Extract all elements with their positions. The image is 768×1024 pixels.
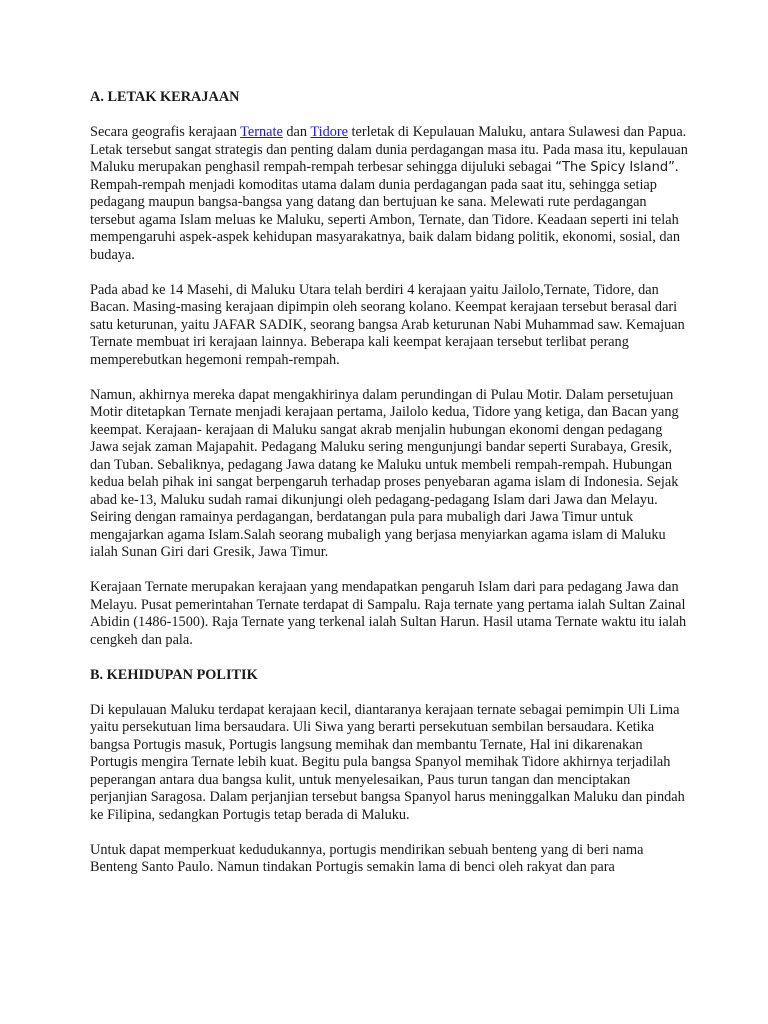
section-a-paragraph-1 [90,124,688,264]
section-a-heading: A. LETAK KERAJAAN [90,89,240,105]
section-a-paragraph-4: Kerajaan Ternate merupakan kerajaan yang mendapatkan pengaruh Islam dari para pedagang Jawa dan Melayu. Pusat pemerintahan Ternate terdapat di Sampalu. Raja ternate yang pertama ialah Sultan Zainal Abidin (1486-1500). Raja Ternate yang terkenal ialah Sultan Harun. Hasil utama Ternate waktu itu ialah cengkeh dan pala. [90,579,687,648]
section-b-paragraph-1: Di kepulauan Maluku terdapat kerajaan kecil, diantaranya kerajaan ternate sebagai pemimpin Uli Lima yaitu persekutuan lima bersaudara. Uli Siwa yang berarti persekutuan sembilan bersaudara. Ketika bangsa Portugis masuk, Portugis langsung memihak dan membantu Ternate, Hal ini dikarenakan Portugis mengira Ternate lebih kuat. Begitu pula bangsa Spanyol memihak Tidore akhirnya terjadilah peperangan antara dua bangsa kulit, untuk menyelesaikan, Paus turun tangan dan menciptakan perjanjian Saragosa. Dalam perjanjian tersebut bangsa Spanyol harus meninggalkan Maluku dan pindah ke Filipina, sedangkan Portugis tetap berada di Maluku. [90,701,685,823]
text-segment: terletak di Kepulauan Maluku, antara Sulawesi dan Papua. Letak tersebut sangat strategis dan penting dalam dunia perdagangan masa itu. Pada masa itu, kepulauan Maluku merupakan penghasil rempah-rempah terbesar sehingga dijuluki sebagai [90,124,688,175]
spicy-island-quote: “The Spicy Island” [555,160,675,175]
section-a-paragraph-2: Pada abad ke 14 Masehi, di Maluku Utara telah berdiri 4 kerajaan yaitu Jailolo,Ternate, Tidore, dan Bacan. Masing-masing kerajaan dipimpin oleh seorang kolano. Keempat kerajaan tersebut berasal dari satu keturunan, yaitu JAFAR SADIK, seorang bangsa Arab keturunan Nabi Muhammad saw. Kemajuan Ternate membuat iri kerajaan lainnya. Beberapa kali keempat kerajaan tersebut terlibat perang memperebutkan hegemoni rempah-rempah. [90,281,685,368]
section-b-paragraph-2: Untuk dapat memperkuat kedudukannya, portugis mendirikan sebuah benteng yang di beri nama Benteng Santo Paulo. Namun tindakan Portugis semakin lama di benci oleh rakyat dan para [90,841,644,875]
ternate-link[interactable]: Ternate [240,124,283,140]
tidore-link[interactable]: Tidore [310,124,348,140]
text-segment: Secara geografis kerajaan [90,124,241,140]
text-segment: . Rempah-rempah menjadi komoditas utama dalam dunia perdagangan pada saat itu, sehingga setiap pedagang maupun bangsa-bangsa yang datang dan bertujuan ke sana. Melewati rute perdagangan tersebut agama Islam meluas ke Maluku, seperti Ambon, Ternate, dan Tidore. Keadaan seperti ini telah mempengaruhi aspek-aspek kehidupan masyarakatnya, baik dalam bidang politik, ekonomi, sosial, dan budaya. [90,159,680,263]
text-segment: dan [282,124,311,140]
section-b-heading: B. KEHIDUPAN POLITIK [90,666,258,683]
section-a-paragraph-3: Namun, akhirnya mereka dapat mengakhirinya dalam perundingan di Pulau Motir. Dalam persetujuan Motir ditetapkan Ternate menjadi kerajaan pertama, Jailolo kedua, Tidore yang ketiga, dan Bacan yang keempat. Kerajaan- kerajaan di Maluku sangat akrab menjalin hubungan ekonomi dengan pedagang Jawa sejak zaman Majapahit. Pedagang Maluku sering mengunjungi bandar seperti Surabaya, Gresik, dan Tuban. Sebaliknya, pedagang Jawa datang ke Maluku untuk membeli rempah-rempah. Hubungan kedua belah pihak ini sangat berpengaruh terhadap proses penyebaran agama islam di Indonesia. Sejak abad ke-13, Maluku sudah ramai dikunjungi oleh pedagang-pedagang Islam dari Jawa dan Melayu. Seiring dengan ramainya perdagangan, berdatangan pula para mubaligh dari Jawa Timur untuk mengajarkan agama Islam.Salah seorang mubaligh yang berjasa menyiarkan agama islam di Maluku ialah Sunan Giri dari Gresik, Jawa Timur. [90,386,679,560]
